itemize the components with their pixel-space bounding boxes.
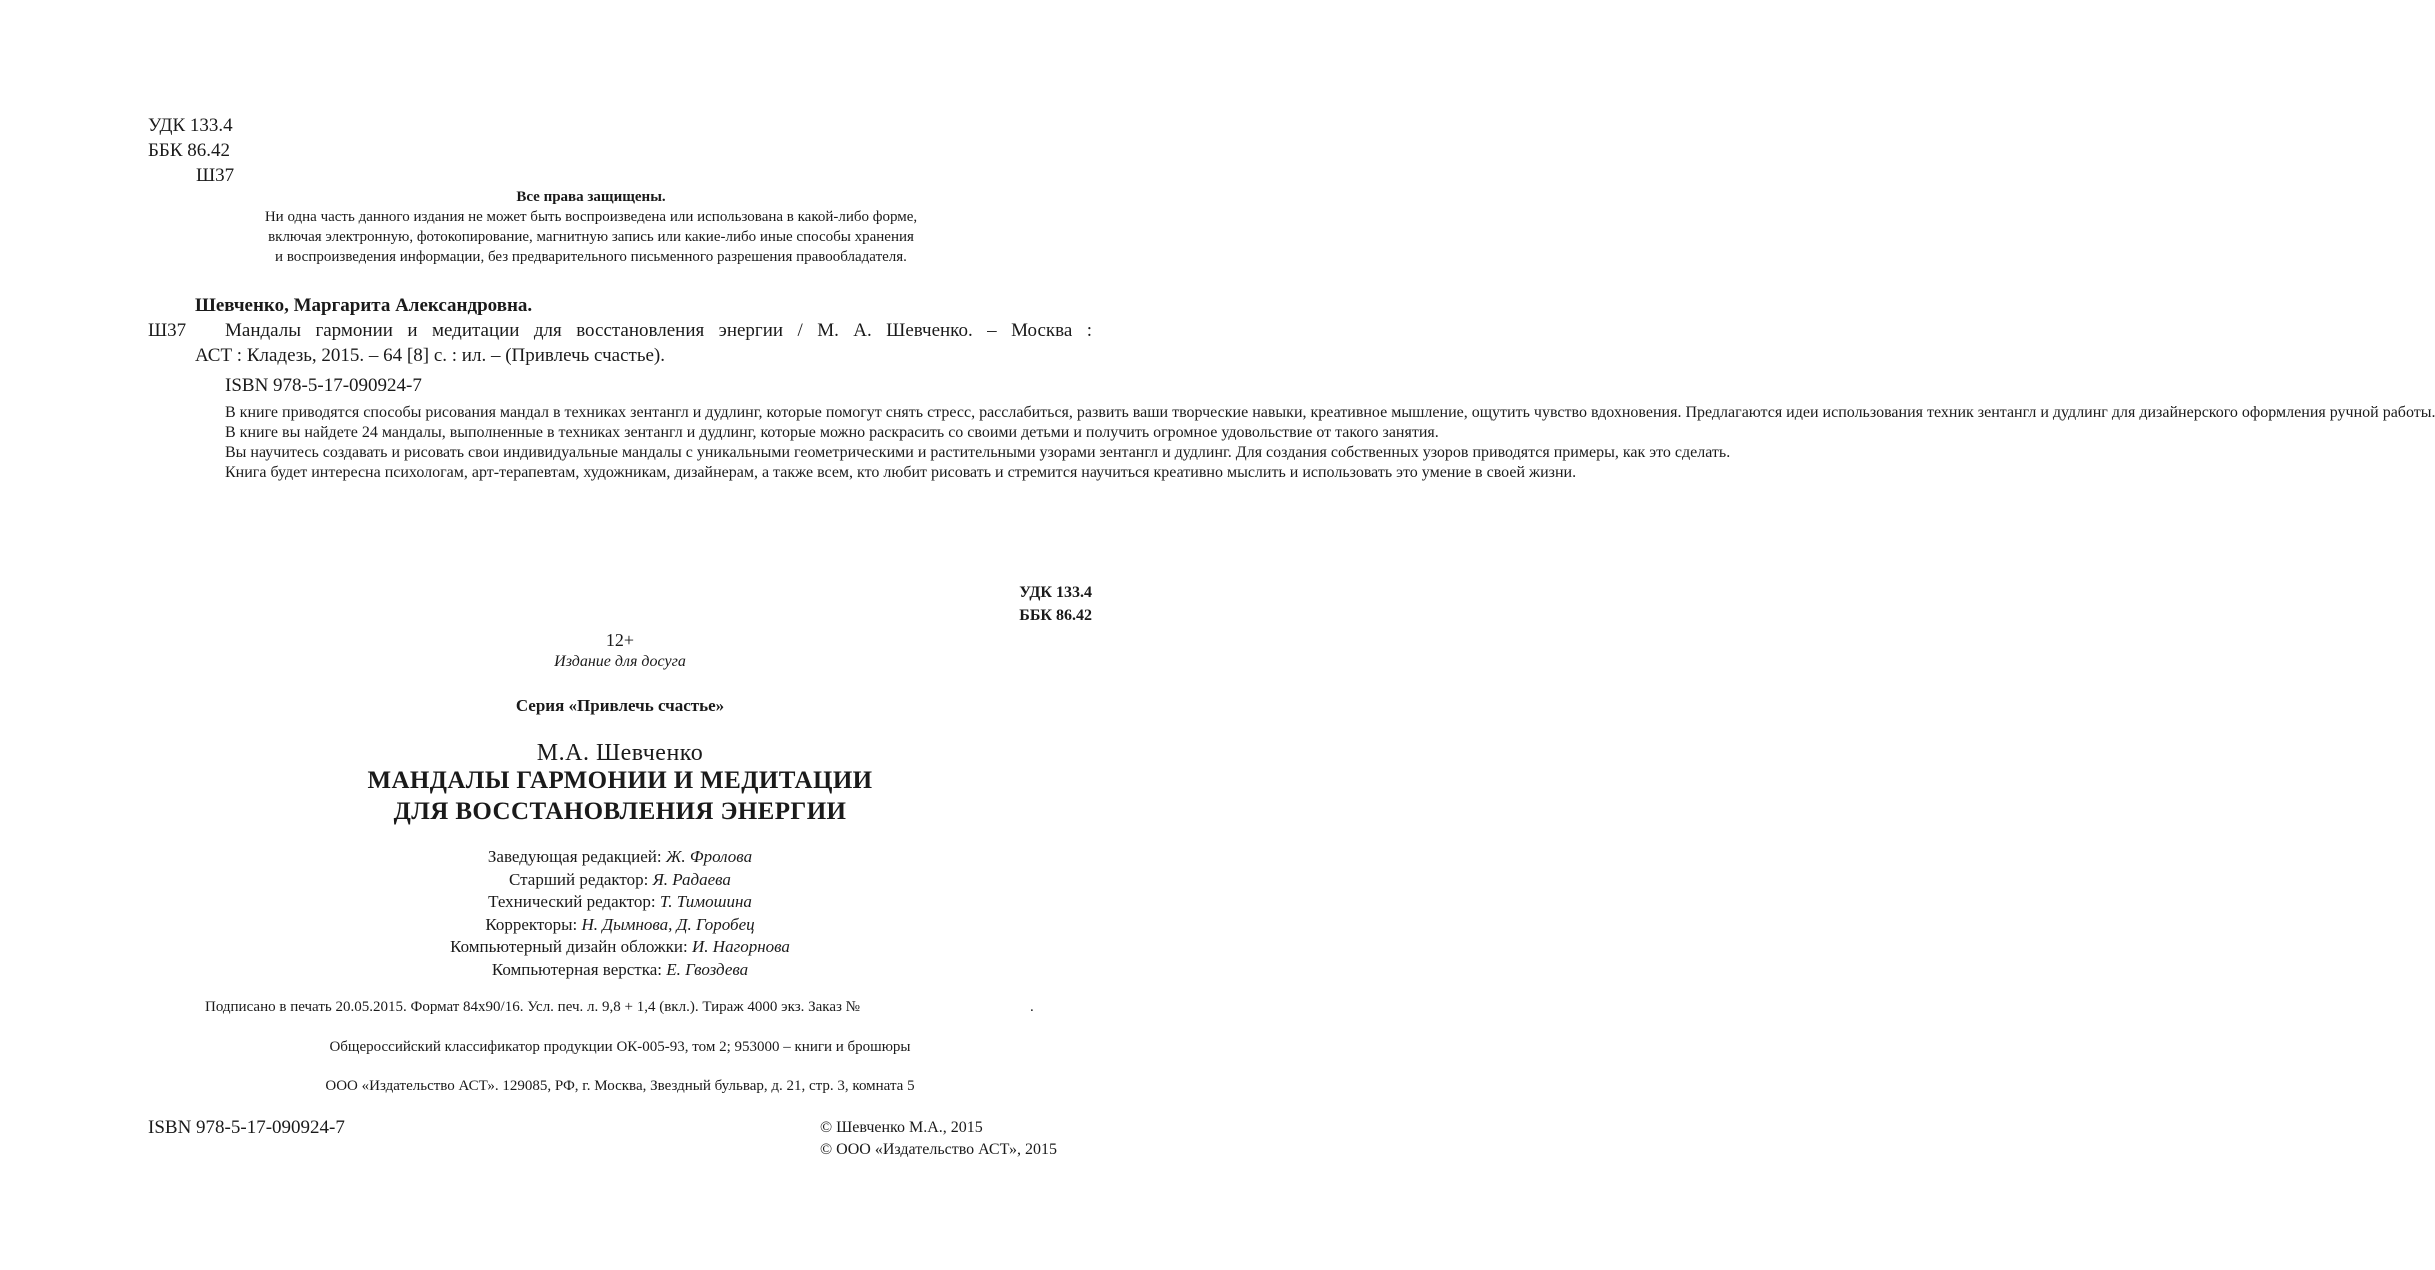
rights-line: Ни одна часть данного издания не может быть воспроизведена или использована в какой-либо форме, [264,209,918,225]
bbk-right: ББК 86.42 [1019,607,1092,624]
abstract-paragraph: Книга будет интересна психологам, арт-терапевтам, художникам, дизайнерам, а также всем, кто любит рисовать и стремится научиться креативно мыслить и использовать это умение в своей жизни. [225,464,1577,481]
catalog-author-heading: Шевченко, Маргарита Александровна. [195,295,533,316]
credit-name: Е. Гвоздева [666,959,749,979]
catalog-entry-line1: Мандалы гармонии и медитации для восстановления энергии / М. А. Шевченко. – Москва : [225,320,1092,341]
catalog-isbn: ISBN 978-5-17-090924-7 [225,375,422,396]
book-abstract [195,403,2435,483]
credit-name: Н. Дымнова, Д. Горобец [581,914,755,934]
credit-role: Технический редактор: [488,892,660,911]
udk-code: УДК 133.4 [148,115,233,136]
author-mark: Ш37 [196,165,235,186]
classifier-info: Общероссийский классификатор продукции ОК-005-93, том 2; 953000 – книги и брошюры [329,1039,911,1055]
credit-role: Заведующая редакцией: [487,847,666,866]
credit-role: Старший редактор: [509,869,653,889]
rights-heading: Все права защищены. [516,189,666,205]
rights-notice [0,187,1182,267]
catalog-entry-line2: АСТ : Кладезь, 2015. – 64 [8] с. : ил. – (Привлечь счастье). [195,345,665,366]
credit-line [0,869,1240,892]
credit-role: Корректоры: [485,914,582,934]
credit-line [0,936,1240,959]
credits-list [0,846,1240,981]
credit-line [0,891,1240,914]
book-author: М.А. Шевченко [536,740,704,766]
abstract-paragraph: В книге приводятся способы рисования мандал в техниках зентангл и дудлинг, которые помогут снять стресс, расслабиться, развить ваши творческие навыки, креативное мышление, ощутить чувство вдохновения. Предлагаются идеи использования техник зентангл и дудлинг для дизайнерского оформления ручной работы. [225,404,2435,421]
book-title-line2: ДЛЯ ВОССТАНОВЛЕНИЯ ЭНЕРГИИ [393,798,847,825]
print-info: Подписано в печать 20.05.2015. Формат 84х90/16. Усл. печ. л. 9,8 + 1,4 (вкл.). Тираж 4000 экз. Заказ № [205,999,860,1015]
bbk-code: ББК 86.42 [148,140,230,161]
rights-line: включая электронную, фотокопирование, магнитную запись или какие-либо иные способы хранения [268,229,914,245]
credit-role: Компьютерный дизайн обложки: [450,937,693,956]
credit-line [0,959,1240,982]
catalog-mark: Ш37 [148,320,187,341]
rights-line: и воспроизведения информации, без предварительного письменного разрешения правообладателя. [275,249,907,265]
credit-line [0,914,1240,937]
abstract-paragraph: Вы научитесь создавать и рисовать свои индивидуальные мандалы с уникальными геометрическими и растительными узорами зентангл и дудлинг. Для создания собственных узоров приводятся примеры, как это сделать. [225,444,1731,461]
book-title-line1: МАНДАЛЫ ГАРМОНИИ И МЕДИТАЦИИ [367,767,873,794]
publisher-address: ООО «Издательство АСТ». 129085, РФ, г. Москва, Звездный бульвар, д. 21, стр. 3, комната 5 [325,1078,915,1094]
credit-role: Компьютерная верстка: [491,959,667,979]
credit-name: Т. Тимошина [659,892,752,911]
footer-isbn: ISBN 978-5-17-090924-7 [148,1117,345,1138]
age-label: Издание для досуга [554,653,686,670]
age-rating: 12+ [605,630,635,650]
credit-name: Я. Радаева [652,869,731,889]
abstract-paragraph: В книге вы найдете 24 мандалы, выполненные в техниках зентангл и дудлинг, которые можно раскрасить со своими детьми и получить огромное удовольствие от такого занятия. [225,424,1439,441]
print-info-end: . [1030,999,1034,1015]
credit-name: И. Нагорнова [692,937,790,956]
series-title: Серия «Привлечь счастье» [515,696,725,715]
credit-name: Ж. Фролова [665,847,753,866]
copyright-publisher: © ООО «Издательство АСТ», 2015 [820,1141,1057,1158]
copyright-author: © Шевченко М.А., 2015 [820,1119,983,1136]
credit-line [0,846,1240,869]
udk-right: УДК 133.4 [1019,584,1092,601]
